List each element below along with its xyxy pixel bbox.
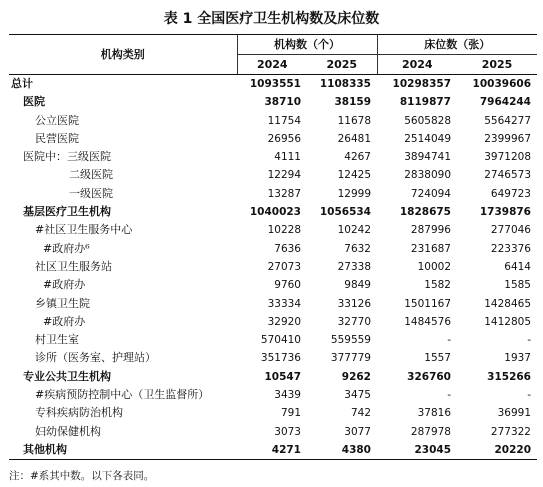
- row-label: 专科疾病防治机构: [35, 406, 123, 420]
- row-label: 其他机构: [23, 442, 67, 456]
- row-value: 742: [350, 407, 371, 420]
- row-value: 3475: [344, 389, 371, 402]
- row-value: 1412805: [484, 315, 531, 328]
- row-value: 3077: [344, 425, 371, 438]
- row-value: 12294: [267, 169, 301, 182]
- table-row: [9, 130, 537, 148]
- table-row: [9, 368, 537, 386]
- table-note: 注：#系其中数。以下各表同。: [9, 470, 155, 482]
- row-value: 277046: [490, 224, 531, 237]
- row-value: 4111: [274, 151, 301, 164]
- row-label: 诊所（医务室、护理站）: [35, 351, 156, 365]
- row-value: 1557: [424, 352, 451, 365]
- row-value: 10228: [267, 224, 301, 237]
- row-value: 7632: [344, 242, 371, 255]
- table-row: [9, 423, 537, 441]
- row-label: 总计: [11, 77, 33, 90]
- table-row: [9, 93, 537, 111]
- row-label: 村卫生室: [35, 333, 79, 347]
- row-value: 791: [280, 407, 301, 420]
- row-label: 妇幼保健机构: [35, 424, 101, 438]
- table-row: [9, 112, 537, 130]
- table-row: [9, 331, 537, 349]
- row-value: 32920: [267, 315, 301, 328]
- row-value: 10242: [337, 224, 371, 237]
- row-value: 4380: [341, 443, 371, 456]
- row-label: #政府办⁶: [43, 241, 90, 255]
- row-value: 2514049: [404, 132, 451, 145]
- row-value: 27073: [267, 260, 301, 273]
- row-value: 6414: [504, 260, 531, 273]
- row-value: 13287: [267, 187, 301, 200]
- row-value: 649723: [490, 187, 531, 200]
- row-value: 1040023: [249, 206, 301, 219]
- table-row: [9, 404, 537, 422]
- row-label: #疾病预防控制中心（卫生监督所）: [35, 388, 210, 402]
- row-label: 医院: [23, 95, 45, 109]
- table-row: [9, 441, 537, 460]
- row-value: 315266: [487, 370, 531, 383]
- row-value: 26481: [337, 132, 371, 145]
- row-value: 1937: [504, 352, 531, 365]
- row-value: -: [447, 334, 451, 347]
- row-value: 10002: [417, 260, 451, 273]
- row-value: 570410: [260, 334, 301, 347]
- row-label: #政府办: [43, 314, 86, 328]
- row-value: 9849: [344, 279, 371, 292]
- row-label: #社区卫生服务中心: [35, 223, 133, 237]
- row-label: 民营医院: [35, 131, 79, 145]
- row-value: -: [527, 389, 531, 402]
- row-value: 33126: [337, 297, 371, 310]
- header-year-2025-institutions: 2025: [307, 55, 377, 75]
- row-value: 8119877: [399, 96, 451, 109]
- row-value: 32770: [337, 315, 371, 328]
- row-value: 10547: [264, 370, 301, 383]
- row-value: 1828675: [399, 206, 451, 219]
- row-label: 社区卫生服务站: [35, 259, 112, 273]
- table-row: [9, 295, 537, 313]
- row-value: 23045: [414, 443, 451, 456]
- header-category: 机构类别: [9, 35, 237, 75]
- row-label: 公立医院: [35, 113, 79, 127]
- row-value: 1093551: [249, 78, 301, 90]
- table-row: [9, 166, 537, 184]
- row-label: 基层医疗卫生机构: [23, 205, 111, 219]
- row-value: 2399967: [484, 132, 531, 145]
- row-value: 2838090: [404, 169, 451, 182]
- row-value: 1582: [424, 279, 451, 292]
- row-label: 乡镇卫生院: [35, 296, 90, 310]
- row-value: 7964244: [479, 96, 531, 109]
- institutions-beds-table: [9, 34, 537, 460]
- row-value: 4271: [271, 443, 301, 456]
- table-row: [9, 221, 537, 239]
- header-year-2025-beds: 2025: [457, 55, 537, 75]
- row-value: 326760: [407, 370, 451, 383]
- table-row: [9, 349, 537, 367]
- row-value: 38159: [334, 96, 371, 109]
- row-value: 287978: [410, 425, 451, 438]
- row-value: 287996: [410, 224, 451, 237]
- table-row: [9, 386, 537, 404]
- table-row: [9, 258, 537, 276]
- row-label: 二级医院: [69, 168, 113, 182]
- table-row: [9, 148, 537, 166]
- row-value: -: [527, 334, 531, 347]
- row-value: 4267: [344, 151, 371, 164]
- row-value: 231687: [410, 242, 451, 255]
- row-value: 36991: [497, 407, 531, 420]
- row-value: 3439: [274, 389, 301, 402]
- row-value: 1739876: [479, 206, 531, 219]
- row-value: 5605828: [404, 114, 451, 127]
- table-title: 表 1 全国医疗卫生机构数及床位数: [163, 11, 380, 27]
- row-value: 277322: [490, 425, 531, 438]
- row-value: 12425: [337, 169, 371, 182]
- row-value: 26956: [267, 132, 301, 145]
- row-value: 11754: [267, 114, 301, 127]
- row-value: 7636: [274, 242, 301, 255]
- table-row: [9, 313, 537, 331]
- table-body: [9, 75, 537, 460]
- header-year-2024-beds: 2024: [377, 55, 457, 75]
- table-row: [9, 203, 537, 221]
- table-row: [9, 75, 537, 94]
- row-value: 10298357: [392, 78, 451, 90]
- row-value: 20220: [494, 443, 531, 456]
- row-value: 1428465: [484, 297, 531, 310]
- row-value: 223376: [490, 242, 531, 255]
- row-value: 1108335: [319, 78, 371, 90]
- header-beds: 床位数（张）: [377, 35, 537, 55]
- row-value: 351736: [260, 352, 301, 365]
- row-label: 一级医院: [69, 186, 113, 200]
- table-row: [9, 276, 537, 294]
- table-row: [9, 185, 537, 203]
- row-value: 3894741: [404, 151, 451, 164]
- table-row: [9, 240, 537, 258]
- row-value: 38710: [264, 96, 301, 109]
- row-value: 9760: [274, 279, 301, 292]
- header-institutions: 机构数（个）: [237, 35, 377, 55]
- header-year-2024-institutions: 2024: [237, 55, 307, 75]
- row-value: -: [447, 389, 451, 402]
- row-value: 27338: [337, 260, 371, 273]
- row-value: 37816: [417, 407, 451, 420]
- row-value: 5564277: [484, 114, 531, 127]
- row-value: 10039606: [472, 78, 531, 90]
- row-value: 1585: [504, 279, 531, 292]
- row-value: 3073: [274, 425, 301, 438]
- row-value: 9262: [341, 370, 371, 383]
- row-value: 1056534: [319, 206, 371, 219]
- row-value: 559559: [330, 334, 371, 347]
- row-value: 724094: [410, 187, 451, 200]
- row-value: 3971208: [484, 151, 531, 164]
- row-value: 377779: [330, 352, 371, 365]
- row-value: 1501167: [404, 297, 451, 310]
- row-label: 专业公共卫生机构: [23, 369, 111, 383]
- row-value: 11678: [337, 114, 371, 127]
- row-label: 医院中：三级医院: [23, 150, 111, 164]
- row-value: 1484576: [404, 315, 451, 328]
- row-value: 12999: [337, 187, 371, 200]
- row-label: #政府办: [43, 278, 86, 292]
- row-value: 2746573: [484, 169, 531, 182]
- row-value: 33334: [267, 297, 301, 310]
